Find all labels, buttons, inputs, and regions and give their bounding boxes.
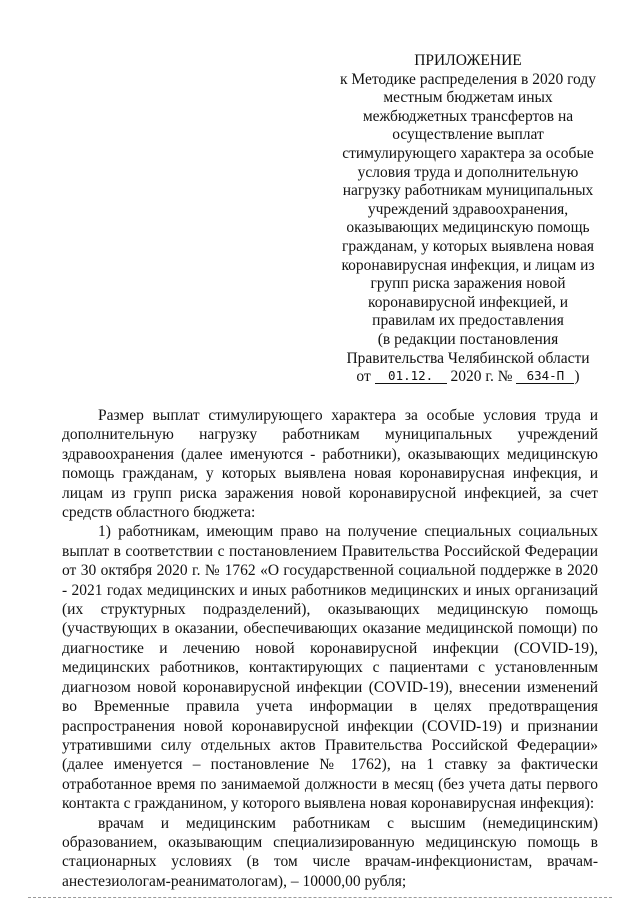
appendix-line: Правительства Челябинской области <box>346 349 590 367</box>
paragraph-item-1: 1) работникам, имеющим право на получение специальных социальных выплат в соответствии с постановлением Правительства Российской Федерации от 30 октября 2020 г. № 1762 «О государственной социальной поддержке в 2020 - 2021 годах медицинских и иных работников медицинских и иных организаций (их структурных подразделений), оказывающих медицинскую помощь (участвующих в оказании, обеспечивающих оказание медицинской помощи) по диагностике и лечению новой коронавирусной инфекции (COVID-19), медицинских работников, контактирующих с пациентами с установленным диагнозом новой коронавирусной инфекции (COVID-19), внесении изменений во Временные правила учета информации в целях предотвращения распространения новой коронавирусной инфекции (COVID-19) и признании утратившими силу отдельных актов Правительства Российской Федерации» (далее именуется – постановление № 1762), на 1 ставку за фактически отработанное время по занимаемой должности в месяц (без учета даты первого контакта с гражданином, у которого выявлена новая коронавирусная инфекция): <box>62 523 598 813</box>
appendix-line: стимулирующего характера за особые <box>342 144 594 162</box>
appendix-line: осуществление выплат <box>392 126 544 144</box>
closing-paren: ) <box>574 368 580 386</box>
appendix-line: к Методике распределения в 2020 году <box>340 70 596 88</box>
resolution-number: 634-П <box>516 369 574 384</box>
main-text <box>62 406 598 891</box>
resolution-date: 01.12. <box>375 369 447 384</box>
appendix-line: гражданам, у которых выявлена новая <box>341 237 595 255</box>
appendix-line: местным бюджетам иных <box>383 89 553 107</box>
appendix-header-block <box>318 52 618 387</box>
from-prefix: от <box>356 368 371 386</box>
appendix-line: нагрузку работникам муниципальных <box>342 182 594 200</box>
appendix-line: правилам их предоставления <box>372 312 564 330</box>
resolution-year: 2020 г. № <box>450 368 513 386</box>
appendix-line: групп риска заражения новой <box>370 275 566 293</box>
paragraph-doctors: врачам и медицинским работникам с высшим (немедицинским) образованием, оказывающим специализированную медицинскую помощь в стационарных условиях (в том числе врачам-инфекционистам, врачам-анестезиологам-реаниматологам), – 10000,00 рубля; <box>62 814 598 890</box>
appendix-title: ПРИЛОЖЕНИЕ <box>414 52 522 69</box>
resolution-date-line <box>318 368 618 387</box>
appendix-line: условия труда и дополнительную <box>357 163 579 181</box>
appendix-line: (в редакции постановления <box>377 330 559 348</box>
appendix-line: оказывающих медицинскую помощь <box>346 219 590 237</box>
appendix-line: коронавирусной инфекцией, и <box>367 293 569 311</box>
appendix-line: коронавирусная инфекция, и лицам из <box>341 256 595 274</box>
paragraph-intro: Размер выплат стимулирующего характера за особые условия труда и дополнительную нагрузку работникам муниципальных учреждений здравоохранения (далее именуются - работники), оказывающих медицинскую помощь гражданам, у которых выявлена новая коронавирусная инфекция, и лицам из групп риска заражения новой коронавирусной инфекцией, за счет средств областного бюджета: <box>62 407 598 522</box>
appendix-line: межбюджетных трансфертов на <box>362 107 574 125</box>
scan-edge-divider <box>28 897 612 898</box>
appendix-line: учреждений здравоохранения, <box>367 200 569 218</box>
